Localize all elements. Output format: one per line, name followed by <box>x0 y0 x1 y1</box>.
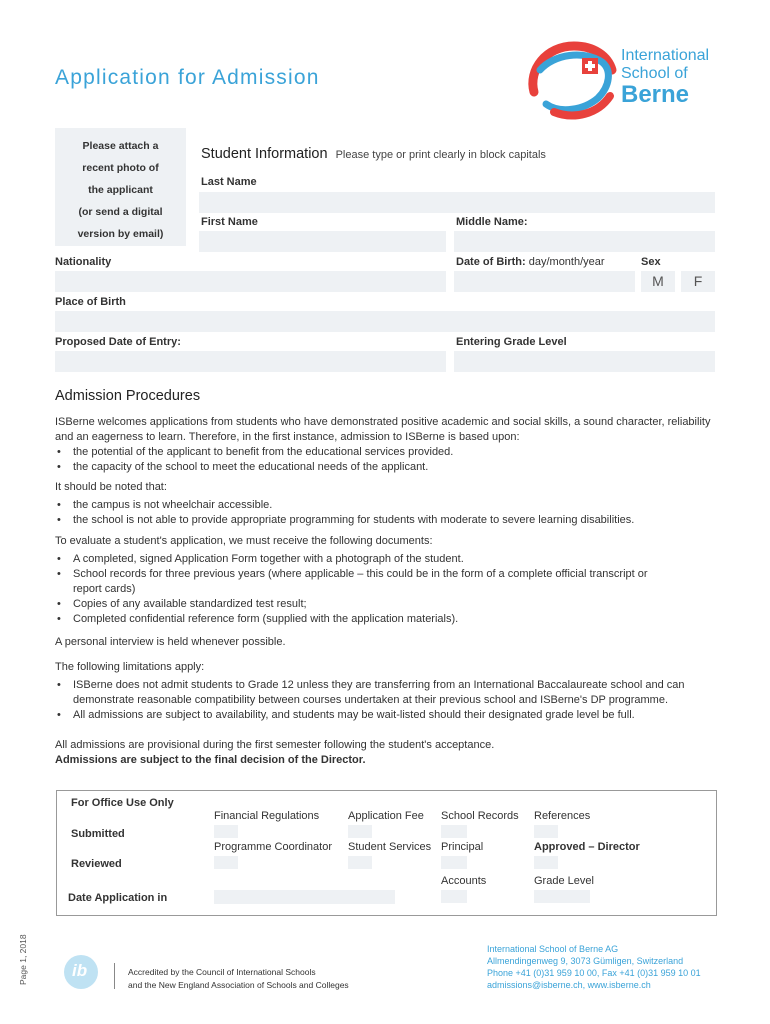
logo-text-line3: Berne <box>621 81 690 108</box>
nationality-field[interactable] <box>55 271 446 292</box>
footer-divider <box>114 963 115 989</box>
limits-list <box>55 678 715 723</box>
contact-address: Allmendingenweg 9, 3073 Gümligen, Switzerland <box>487 956 684 966</box>
photo-line4: (or send a digital <box>78 206 163 218</box>
list-item: • the potential of the applicant to benefit from the educational services provided. <box>55 445 715 460</box>
prog-coord-checkbox[interactable] <box>214 856 238 869</box>
principal-label: Principal <box>441 841 484 853</box>
noted-list <box>55 498 715 528</box>
logo-text-line2: School of <box>621 65 688 82</box>
limits-intro: The following limitations apply: <box>55 661 205 673</box>
dob-label-text: Date of Birth: <box>456 256 526 268</box>
photo-placeholder[interactable] <box>55 128 186 246</box>
references-label: References <box>534 810 591 822</box>
procedures-intro: ISBerne welcomes applications from students who have demonstrated positive academic and social skills, a sound character, reliability and an eagerness to learn. Therefore, in the first instance, admission to ISBerne is based upon: <box>55 416 711 443</box>
provisional-note: All admissions are provisional during the first semester following the student's acceptance. <box>55 739 495 751</box>
date-in-label: Date Application in <box>68 892 168 904</box>
dob-field[interactable] <box>454 271 635 292</box>
school-records-checkbox[interactable] <box>441 825 467 838</box>
page-number: Page 1, 2018 <box>18 934 28 985</box>
list-item: • the capacity of the school to meet the educational needs of the applicant. <box>55 460 715 475</box>
ib-logo-text: ib <box>72 961 88 980</box>
list-item: • All admissions are subject to availability, and students may be wait-listed should their designated grade level be full. <box>55 708 715 723</box>
final-decision-note: Admissions are subject to the final decision of the Director. <box>55 754 366 766</box>
grade-level-field[interactable] <box>534 890 590 903</box>
accounts-label: Accounts <box>441 875 487 887</box>
logo-globe-icon <box>524 40 620 120</box>
student-info-title: Student Information <box>201 146 328 162</box>
middle-name-field[interactable] <box>454 231 715 252</box>
student-info-heading <box>201 146 546 162</box>
docs-intro: To evaluate a student's application, we must receive the following documents: <box>55 535 433 547</box>
references-checkbox[interactable] <box>534 825 558 838</box>
proposed-entry-label: Proposed Date of Entry: <box>55 336 181 348</box>
docs-list <box>55 552 715 627</box>
nationality-label: Nationality <box>55 256 112 268</box>
contact-email[interactable]: admissions@isberne.ch, www.isberne.ch <box>487 980 651 990</box>
photo-line3: the applicant <box>88 184 153 196</box>
contact-phone: Phone +41 (0)31 959 10 00, Fax +41 (0)31 959 10 01 <box>487 968 701 978</box>
app-fee-checkbox[interactable] <box>348 825 372 838</box>
list-item: • the school is not able to provide appropriate programming for students with moderate to severe learning disabilities. <box>55 513 715 528</box>
prog-coord-label: Programme Coordinator <box>214 841 332 853</box>
procedures-heading: Admission Procedures <box>55 388 201 404</box>
dob-format: day/month/year <box>528 256 605 268</box>
reviewed-label: Reviewed <box>71 858 122 870</box>
interview-note: A personal interview is held whenever possible. <box>55 636 286 648</box>
dob-label <box>456 256 605 268</box>
sex-label: Sex <box>641 256 661 268</box>
office-use-box <box>56 790 717 916</box>
list-item: • Completed confidential reference form (supplied with the application materials). <box>55 612 715 627</box>
student-services-checkbox[interactable] <box>348 856 372 869</box>
photo-line2: recent photo of <box>82 162 159 174</box>
school-logo <box>524 40 724 120</box>
office-heading: For Office Use Only <box>71 797 174 809</box>
accredited-line2: and the New England Association of Schools and Colleges <box>128 980 349 990</box>
list-item: • School records for three previous years (where applicable – this could be in the form of a complete official transcript or report cards) <box>55 567 715 597</box>
last-name-field[interactable] <box>199 192 715 213</box>
logo-text-line1: International <box>621 47 710 64</box>
entering-grade-field[interactable] <box>454 351 715 372</box>
accounts-checkbox[interactable] <box>441 890 467 903</box>
financial-checkbox[interactable] <box>214 825 238 838</box>
contact-org: International School of Berne AG <box>487 944 619 954</box>
middle-name-label: Middle Name: <box>456 216 528 228</box>
proposed-entry-field[interactable] <box>55 351 446 372</box>
last-name-label: Last Name <box>201 176 257 188</box>
student-info-instruction: Please type or print clearly in block capitals <box>335 149 546 161</box>
approved-label: Approved – Director <box>534 841 640 853</box>
first-name-label: First Name <box>201 216 258 228</box>
photo-line5: version by email) <box>77 228 164 240</box>
school-records-label: School Records <box>441 810 519 822</box>
page-title: Application for Admission <box>55 66 320 89</box>
submitted-label: Submitted <box>71 828 125 840</box>
place-of-birth-field[interactable] <box>55 311 715 332</box>
student-services-label: Student Services <box>348 841 432 853</box>
photo-line1: Please attach a <box>82 140 159 152</box>
entering-grade-label: Entering Grade Level <box>456 336 567 348</box>
place-of-birth-label: Place of Birth <box>55 296 126 308</box>
principal-checkbox[interactable] <box>441 856 467 869</box>
list-item: • A completed, signed Application Form together with a photograph of the student. <box>55 552 715 567</box>
ib-logo-icon <box>64 955 98 989</box>
financial-label: Financial Regulations <box>214 810 320 822</box>
sex-f-option[interactable]: F <box>681 271 715 292</box>
accredited-line1: Accredited by the Council of International Schools <box>128 967 316 977</box>
first-name-field[interactable] <box>199 231 446 252</box>
list-item: • ISBerne does not admit students to Grade 12 unless they are transferring from an International Baccalaureate school and can demonstrate reasonable compatibility between courses undertaken at their previous school and ISBerne's DP programme. <box>55 678 715 708</box>
grade-level-label: Grade Level <box>534 875 594 887</box>
sex-m-option[interactable]: M <box>641 271 675 292</box>
basis-list <box>55 445 715 475</box>
noted-intro: It should be noted that: <box>55 481 167 493</box>
approved-checkbox[interactable] <box>534 856 558 869</box>
date-in-field[interactable] <box>214 890 395 904</box>
list-item: • the campus is not wheelchair accessible. <box>55 498 715 513</box>
app-fee-label: Application Fee <box>348 810 424 822</box>
list-item: • Copies of any available standardized test result; <box>55 597 715 612</box>
procedures-body <box>55 415 715 768</box>
accreditation-text <box>128 966 349 992</box>
school-contact <box>487 943 701 991</box>
